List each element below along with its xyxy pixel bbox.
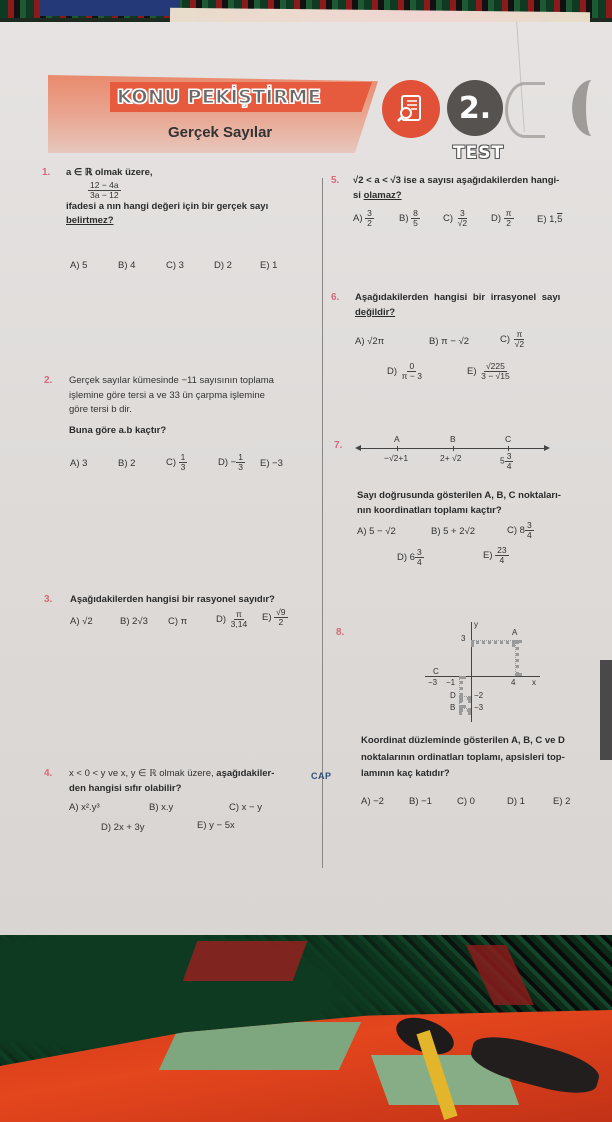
test-number-badge: 2. [447,80,503,136]
point-value-a: −√2+1 [384,453,409,463]
y-axis-label: y [474,620,478,629]
series-title: KONU PEKİŞTİRME [117,86,322,108]
point-d: D [450,691,456,700]
option-e[interactable]: E) 2 [553,796,571,807]
decorative-arc [572,80,612,136]
x-axis [425,676,540,677]
option-e[interactable]: E) $\frac{√9}{2}$ [262,607,286,627]
option-b[interactable]: B) $\frac{8}{5}$ [399,208,418,228]
option-d[interactable]: D) 2x + 3y [101,822,145,833]
y-tick: −2 [474,691,484,700]
number-line-tick [397,446,398,451]
option-e[interactable]: E) 1,5 [537,214,563,225]
y-axis [471,622,472,722]
point-c: C [433,667,439,676]
option-a[interactable]: A) √2π [355,336,385,347]
x-tick: −1 [446,678,456,687]
option-c[interactable]: C) 8 $\frac{3}{4}$ [507,520,532,540]
option-c[interactable]: C) π [168,616,188,627]
question-1 [66,166,316,229]
question-number: 8. [336,627,345,638]
question-emphasis: belirtmez? [66,215,114,227]
option-c[interactable]: C) $\frac{\pi}{√2}$ [500,329,525,349]
option-e[interactable]: E) $\frac{√225}{3 - √15}$ [467,361,510,381]
side-index-tab [600,660,612,760]
point-label-a: A [394,434,400,444]
option-a[interactable]: A) 3 [70,458,88,469]
question-number: 4. [44,768,53,779]
guide-line [459,696,471,700]
option-b[interactable]: B) 4 [118,260,136,271]
option-e[interactable]: E) 1 [260,260,278,271]
expression-fraction: $\frac{12 - 4a}{3a - 12}$ [90,179,119,200]
option-d[interactable]: D) $\frac{0}{\pi - 3}$ [387,361,422,381]
option-b[interactable]: B) 2√3 [120,616,148,627]
answer-options [357,520,607,576]
question-8: Koordinat düzleminde gösterilen A, B, C ve D noktalarının ordinatları toplamı, apsisleri top- lamının kaç katıdır? [361,735,565,780]
option-a[interactable]: A) $\frac{3}{2}$ [353,208,372,228]
option-b[interactable]: B) 5 + 2√2 [431,526,476,537]
question-number: 1. [42,167,51,178]
option-c[interactable]: C) 0 [457,796,475,807]
question-text: ifadesi a nın hangi değeri için bir gerçek sayı [66,200,269,212]
topic-title: Gerçek Sayılar [168,124,273,141]
question-5: √2 < a < √3 ise a sayısı aşağıdakilerden hangi- si olamaz? [353,175,560,201]
option-e[interactable]: E) $\frac{23}{4}$ [483,545,507,565]
guide-line [459,676,463,708]
option-d[interactable]: D) − $\frac{1}{3}$ [218,452,243,472]
question-number: 7. [334,440,343,451]
question-number: 6. [331,292,340,303]
question-7: Sayı doğrusunda gösterilen A, B, C noktaları- nın koordinatları toplamı kaçtır? [357,490,561,516]
option-d[interactable]: D) 6 $\frac{3}{4}$ [397,547,422,567]
question-number: 3. [44,594,53,605]
option-c[interactable]: C) $\frac{3}{√2}$ [443,208,468,228]
guide-line [515,640,519,676]
option-c[interactable]: C) x − y [229,802,262,813]
question-number: 2. [44,375,53,386]
option-d[interactable]: D) $\frac{\pi}{3,14}$ [216,609,248,629]
option-b[interactable]: B) π − √2 [429,336,470,347]
decorative-arc [505,82,545,138]
question-2: Gerçek sayılar kümesinde −11 sayısının toplama işlemine göre tersi a ve 33 ün çarpma işlemine göre tersi b dir. Buna göre a.b kaçtır? [69,374,319,439]
option-e[interactable]: E) −3 [260,458,283,469]
column-divider [322,178,323,868]
guide-line [459,708,471,712]
option-e[interactable]: E) y − 5x [197,820,235,831]
question-prompt: Buna göre a.b kaçtır? [69,425,167,437]
point-label-c: C [505,434,512,444]
guide-line [471,640,515,644]
y-tick: −3 [474,703,484,712]
question-intro: a ∈ ℝ olmak üzere, [66,167,153,178]
x-tick: −3 [428,678,438,687]
option-a[interactable]: A) −2 [361,796,384,807]
question-number: 5. [331,175,340,186]
point-a: A [512,628,518,637]
option-c[interactable]: C) 3 [166,260,184,271]
point-value-b: 2+ √2 [440,453,462,463]
x-tick: 4 [511,678,516,687]
test-label: TEST [453,143,505,163]
option-d[interactable]: D) 1 [507,796,525,807]
question-4: x < 0 < y ve x, y ∈ ℝ olmak üzere, aşağıdakiler- den hangisi sıfır olabilir? [69,768,275,794]
x-axis-label: x [532,678,536,687]
answer-options [355,329,605,396]
question-6: Aşağıdakilerden hangisi bir irrasyonel sayı değildir? [355,292,561,318]
document-search-icon [382,80,440,138]
point-label-b: B [450,434,456,444]
point-b: B [450,703,456,712]
y-tick: 3 [461,634,466,643]
option-d[interactable]: D) 2 [214,260,232,271]
option-a[interactable]: A) 5 [70,260,88,271]
option-a[interactable]: A) 5 − √2 [357,526,396,537]
option-b[interactable]: B) x.y [149,802,174,813]
point-value-c: 5 $\frac{3}{4}$ [500,451,512,471]
publisher-logo: CAP [311,771,332,781]
option-d[interactable]: D) $\frac{\pi}{2}$ [491,208,512,228]
option-b[interactable]: B) 2 [118,458,136,469]
option-a[interactable]: A) x².y³ [69,802,100,813]
question-3-prompt: Aşağıdakilerden hangisi bir rasyonel sayıdır? [70,594,275,605]
number-line-tick [453,446,454,451]
option-a[interactable]: A) √2 [70,616,93,627]
option-c[interactable]: C) $\frac{1}{3}$ [166,452,186,472]
option-b[interactable]: B) −1 [409,796,432,807]
